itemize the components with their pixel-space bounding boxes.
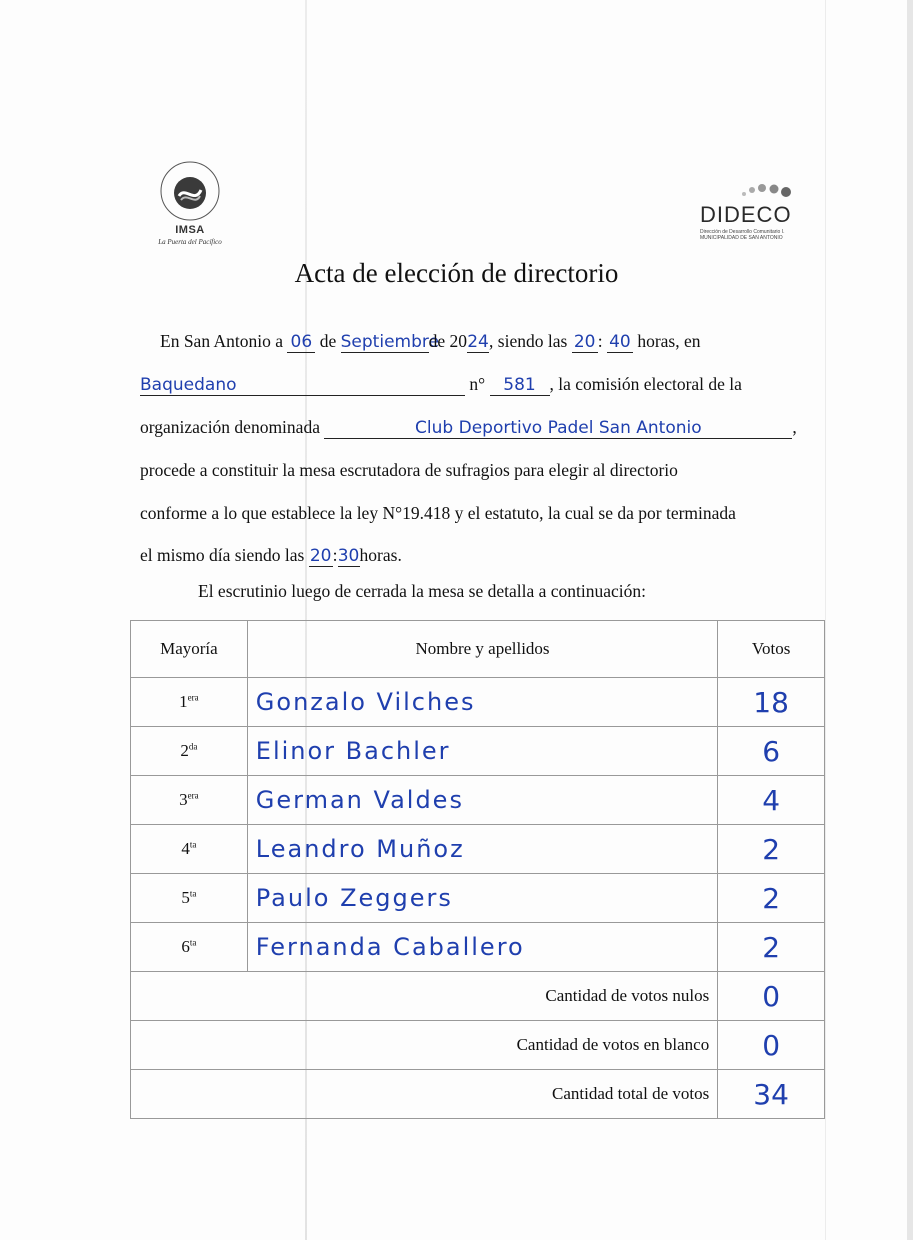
candidate-votes[interactable]: 2: [718, 825, 825, 874]
rank-suffix: da: [188, 741, 198, 752]
total-votes-label: Cantidad total de votos: [131, 1070, 718, 1119]
candidate-votes[interactable]: 18: [718, 678, 825, 727]
text: , siendo las: [489, 331, 568, 351]
table-row: [131, 874, 825, 923]
rank-cell: [131, 923, 248, 972]
rank-cell: [131, 825, 248, 874]
street-field[interactable]: Baquedano: [140, 375, 465, 396]
street-number-field[interactable]: 581: [490, 375, 550, 396]
text: En San Antonio a: [160, 331, 283, 351]
rank-number: 1: [179, 692, 188, 711]
text: de 20: [428, 331, 468, 351]
text: ,: [792, 417, 797, 437]
candidate-name[interactable]: Leandro Muñoz: [247, 825, 717, 874]
dideco-logo: [690, 180, 820, 250]
page-edge-shadow: [907, 0, 913, 1240]
paragraph-line-3: [140, 417, 797, 439]
end-minute-field[interactable]: 30: [337, 546, 360, 566]
candidate-votes[interactable]: 2: [718, 874, 825, 923]
text: :: [332, 545, 338, 565]
total-votes-value[interactable]: 34: [718, 1070, 825, 1119]
candidate-name[interactable]: Elinor Bachler: [247, 727, 717, 776]
null-votes-value[interactable]: 0: [718, 972, 825, 1021]
table-row: [131, 923, 825, 972]
rank-cell: [131, 776, 248, 825]
document-title: Acta de elección de directorio: [294, 258, 619, 288]
rank-number: 5: [181, 888, 190, 907]
dideco-dots-icon: [738, 180, 798, 200]
rank-number: 4: [181, 839, 190, 858]
paragraph-line-7: El escrutinio luego de cerrada la mesa se detalla a continuación:: [198, 581, 647, 601]
rank-cell: [131, 727, 248, 776]
candidate-votes[interactable]: 4: [718, 776, 825, 825]
rank-cell: [131, 678, 248, 727]
summary-row-null: [131, 972, 825, 1021]
candidate-name[interactable]: Gonzalo Vilches: [247, 678, 717, 727]
dideco-name: DIDECO: [700, 202, 792, 227]
rank-number: 2: [180, 741, 189, 760]
rank-suffix: ta: [189, 888, 197, 899]
candidate-name[interactable]: German Valdes: [247, 776, 717, 825]
day-field[interactable]: 06: [287, 332, 315, 353]
imsa-name: IMSA: [175, 224, 205, 236]
text: :: [597, 331, 603, 351]
candidate-name[interactable]: Paulo Zeggers: [247, 874, 717, 923]
hour-field[interactable]: 20: [572, 332, 598, 353]
fold-line-right: [825, 0, 826, 1240]
summary-row-blank: [131, 1021, 825, 1070]
text: el mismo día siendo las: [140, 545, 305, 565]
results-table: [130, 620, 825, 1119]
text: n°: [469, 374, 486, 394]
rank-number: 3: [179, 790, 188, 809]
imsa-seal-icon: [159, 160, 221, 222]
table-row: [131, 776, 825, 825]
end-hour-field[interactable]: 20: [309, 546, 332, 566]
month-field[interactable]: Septiembre: [340, 332, 439, 352]
dideco-subtitle: Dirección de Desarrollo Comunitario I. MUNICIPALIDAD DE SAN ANTONIO: [700, 229, 785, 241]
header-votes: Votos: [718, 621, 825, 678]
table-row: [131, 678, 825, 727]
rank-suffix: era: [187, 790, 199, 801]
rank-suffix: era: [187, 692, 199, 703]
null-votes-label: Cantidad de votos nulos: [131, 972, 718, 1021]
candidate-votes[interactable]: 2: [718, 923, 825, 972]
rank-number: 6: [181, 937, 190, 956]
organization-field[interactable]: Club Deportivo Padel San Antonio: [324, 418, 792, 439]
rank-suffix: ta: [189, 839, 197, 850]
table-row: [131, 825, 825, 874]
text: , la comisión electoral de la: [549, 374, 742, 394]
paragraph-line-6: [140, 545, 402, 567]
header-name: Nombre y apellidos: [247, 621, 717, 678]
text: de: [319, 331, 337, 351]
candidate-votes[interactable]: 6: [718, 727, 825, 776]
text: horas.: [359, 545, 402, 565]
rank-suffix: ta: [189, 937, 197, 948]
text: organización denominada: [140, 417, 320, 437]
header-rank: Mayoría: [131, 621, 248, 678]
table-header-row: [131, 621, 825, 678]
table-row: [131, 727, 825, 776]
minute-field[interactable]: 40: [607, 332, 633, 353]
paragraph-line-5: conforme a lo que establece la ley N°19.418 y el estatuto, la cual se da por terminada: [140, 503, 736, 523]
text: horas, en: [637, 331, 701, 351]
rank-cell: [131, 874, 248, 923]
imsa-tagline: La Puerta del Pacífico: [158, 238, 222, 246]
candidate-name[interactable]: Fernanda Caballero: [247, 923, 717, 972]
blank-votes-value[interactable]: 0: [718, 1021, 825, 1070]
paragraph-line-2: [140, 374, 742, 396]
blank-votes-label: Cantidad de votos en blanco: [131, 1021, 718, 1070]
paragraph-line-4: procede a constituir la mesa escrutadora de sufragios para elegir al directorio: [140, 460, 678, 480]
paragraph-line-1: [160, 331, 701, 353]
year-field[interactable]: 24: [467, 332, 489, 352]
summary-row-total: [131, 1070, 825, 1119]
imsa-logo: [145, 160, 235, 256]
